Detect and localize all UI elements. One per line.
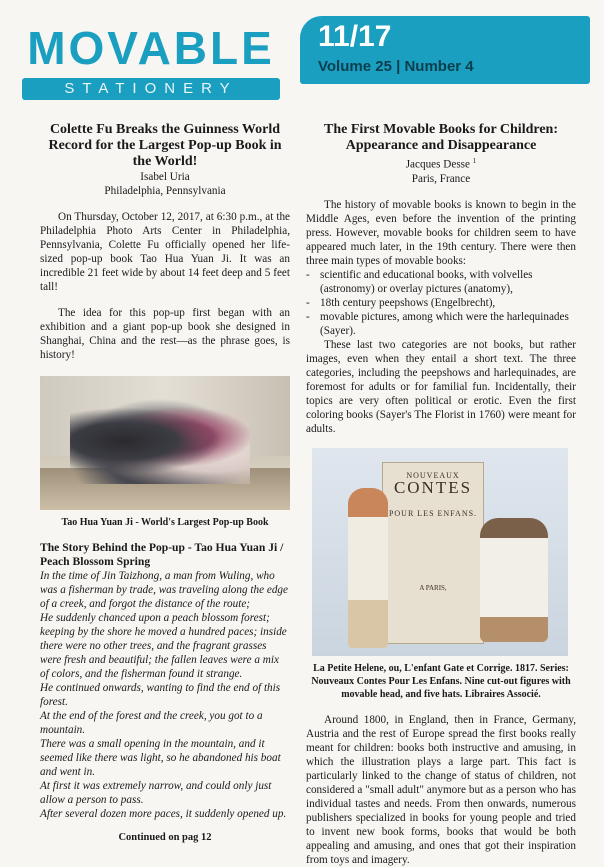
left-headline: Colette Fu Breaks the Guinness World Record for the Largest Pop-up Book in the World! — [48, 122, 282, 169]
volume-number: Volume 25 | Number 4 — [318, 58, 474, 75]
popup-book-photo — [40, 376, 290, 510]
logo-subtitle: STATIONERY — [64, 80, 238, 97]
author-footnote-mark: 1 — [472, 157, 477, 165]
cutout-figure-right — [480, 518, 548, 642]
right-article — [306, 122, 576, 867]
right-author-line — [306, 154, 576, 172]
left-paragraph-2: The idea for this pop-up first began with an exhibition and a giant pop-up book she designed in Shanghai, China and the rest—as the phrase goes, is history! — [40, 307, 290, 361]
book-types-list — [306, 268, 576, 338]
right-author: Jacques Desse — [405, 158, 470, 171]
poem-line: He suddenly chanced upon a peach blossom forest; keeping by the shore he moved a hundred paces; inside there were no other trees, and the fragrant grasses were fresh and beautiful; the fallen leaves were a mix of colors, and the fisherman found it strange. — [40, 612, 287, 680]
right-paragraph-3: Around 1800, in England, then in France, Germany, Austria and the rest of Europe spread the first books really meant for children: books both instructive and amusing, in which the illustration plays a large part. This fact is particularly linked to the change of status of children, not considered a "small adult" anymore but as a person who has individual tastes and needs. From then onwards, numerous publishers specialized in books for young people and tried to invent new book forms, books that would be both appealing and amusing, and ones that got their inspiration from toys and imagery. — [306, 713, 576, 866]
right-paragraph-1: The history of movable books is known to begin in the Middle Ages, even before the invention of the printing press. However, movable books for children seem to have appeared much later, in the 19th century. There were then three main types of movable books: — [306, 198, 576, 267]
poem-line: After several dozen more paces, it suddenly opened up. — [40, 808, 287, 820]
photo-caption: Tao Hua Yuan Ji - World's Largest Pop-up Book — [61, 517, 269, 528]
right-location: Paris, France — [411, 172, 471, 185]
poem-line: He continued onwards, wanting to find the end of this forest. — [40, 682, 281, 708]
list-item: - movable pictures, among which were the harlequinades (Sayer). — [306, 310, 576, 338]
story-heading: The Story Behind the Pop-up - Tao Hua Yuan Ji / Peach Blossom Spring — [40, 541, 284, 568]
poem-line: There was a small opening in the mountain, and it seemed like there was light, so he abandoned his boat and went in. — [40, 738, 281, 778]
book-title: CONTES — [393, 477, 473, 497]
list-item: - scientific and educational books, with volvelles (astronomy) or overlay pictures (anatomy), — [306, 268, 576, 296]
popup-sculpture — [70, 398, 250, 484]
left-location: Philadelphia, Pennsylvania — [104, 185, 226, 197]
figure-caption: La Petite Helene, ou, L'enfant Gate et Corrige. 1817. Series: Nouveaux Contes Pour Les Enfans. Nine cut-out figures with movable head, and five hats. Libraires Associé. — [311, 662, 571, 700]
book-top-text: NOUVEAUX — [406, 470, 460, 480]
poem-line: At first it was extremely narrow, and could only just allow a person to pass. — [40, 780, 272, 806]
poem-line: In the time of Jin Taizhong, a man from Wuling, who was a fisherman by trade, was traveling along the edge of a creek, and forgot the distance of the route; — [40, 570, 288, 610]
book-subtitle: POUR LES ENFANS. — [388, 508, 478, 518]
right-headline: The First Movable Books for Children: Appearance and Disappearance — [324, 122, 558, 153]
cutout-figure-left — [348, 488, 388, 648]
logo-wordmark: MOVABLE — [27, 22, 275, 74]
left-author: Isabel Uria — [140, 171, 190, 183]
list-item: - 18th century peepshows (Engelbrecht), — [306, 296, 576, 310]
issue-date: 11/17 — [318, 20, 392, 53]
left-article — [40, 122, 290, 845]
book-city: A PARIS, — [419, 583, 447, 592]
antique-book-figure — [312, 448, 568, 656]
issue-banner — [300, 16, 590, 84]
poem-line: At the end of the forest and the creek, you got to a mountain. — [40, 710, 263, 736]
left-paragraph-1: On Thursday, October 12, 2017, at 6:30 p.m., at the Philadelphia Photo Arts Center in Philadelphia, Pennsylvania, Colette Fu officially opened her life-sized pop-up book Tao Hua Yuan Ji. It was an incredible 21 feet wide by about 14 feet deep and 5 feet tall! — [40, 211, 290, 293]
right-paragraph-2: These last two categories are not books, but rather images, even when they entail a short text. The three categories, including the peepshows and harlequinades, are foremost for adults or for familial fun. Incidentally, their topics are very often political or erotic. Even the first coloring books (Sayer's The Florist in 1760) were meant for adults. — [306, 338, 576, 435]
masthead-logo — [22, 20, 280, 106]
continued-note: Continued on pag 12 — [118, 832, 212, 843]
book-cover — [382, 462, 484, 644]
